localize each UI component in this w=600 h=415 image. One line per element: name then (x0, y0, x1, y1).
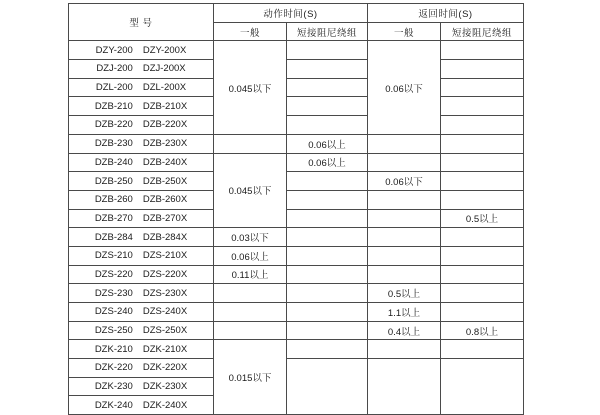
model-name-x: DZK-210X (142, 343, 188, 355)
empty-cell (287, 228, 368, 247)
empty-cell (441, 359, 524, 415)
empty-cell (214, 321, 287, 340)
header-return-time: 返回时间(S) (368, 4, 524, 23)
model-cell (69, 190, 214, 209)
model-name: DZB-240 (94, 156, 133, 168)
model-name: DZK-210 (94, 343, 133, 355)
header-action-general: 一般 (214, 22, 287, 41)
value-cell-action-general: 0.03以下 (214, 228, 287, 247)
model-name: DZS-230 (94, 287, 133, 299)
empty-cell (368, 228, 441, 247)
value-cell-return-general: 1.1以上 (368, 303, 441, 322)
empty-cell (287, 60, 368, 79)
empty-cell (214, 284, 287, 303)
empty-cell (368, 209, 441, 228)
empty-cell (441, 116, 524, 135)
model-name-x: DZB-210X (142, 100, 188, 112)
empty-cell (287, 190, 368, 209)
model-name-x: DZS-230X (142, 287, 188, 299)
relay-spec-table (68, 3, 524, 415)
model-cell (69, 265, 214, 284)
model-cell (69, 340, 214, 359)
table-row (69, 116, 524, 135)
table-row (69, 303, 524, 322)
empty-cell (441, 284, 524, 303)
model-name-x: DZB-220X (142, 119, 188, 131)
model-cell (69, 359, 214, 378)
empty-cell (287, 265, 368, 284)
table-row (69, 284, 524, 303)
table-row (69, 209, 524, 228)
table-row (69, 321, 524, 340)
table-row (69, 172, 524, 191)
model-cell (69, 228, 214, 247)
table-row (69, 246, 524, 265)
value-cell-action-damped: 0.06以上 (287, 153, 368, 172)
value-cell-action-damped: 0.06以上 (287, 134, 368, 153)
empty-cell (441, 78, 524, 97)
model-name: DZB-220 (94, 119, 133, 131)
empty-cell (287, 303, 368, 322)
value-cell-return-damped: 0.8以上 (441, 321, 524, 340)
model-name: DZS-240 (94, 306, 133, 318)
model-cell (69, 153, 214, 172)
empty-cell (441, 41, 524, 60)
model-name-x: DZS-220X (142, 268, 188, 280)
empty-cell (287, 116, 368, 135)
model-name-x: DZB-284X (142, 231, 188, 243)
empty-cell (441, 172, 524, 191)
empty-cell (368, 190, 441, 209)
empty-cell (287, 209, 368, 228)
empty-cell (368, 265, 441, 284)
model-name: DZL-200 (95, 82, 133, 94)
table-row (69, 153, 524, 172)
empty-cell (441, 97, 524, 116)
model-cell (69, 78, 214, 97)
empty-cell (441, 60, 524, 79)
model-cell (69, 303, 214, 322)
value-cell-return-general: 0.06以下 (368, 41, 441, 134)
empty-cell (287, 41, 368, 60)
empty-cell (441, 303, 524, 322)
model-name: DZK-220 (94, 362, 133, 374)
table-row (69, 265, 524, 284)
table-row (69, 340, 524, 359)
value-cell-return-general: 0.5以上 (368, 284, 441, 303)
model-cell (69, 134, 214, 153)
model-cell (69, 116, 214, 135)
header-action-time: 动作时间(S) (214, 4, 368, 23)
empty-cell (441, 265, 524, 284)
model-name-x: DZB-230X (142, 138, 188, 150)
empty-cell (287, 246, 368, 265)
model-name: DZY-200 (95, 44, 133, 56)
table-row (69, 228, 524, 247)
model-cell (69, 396, 214, 415)
empty-cell (441, 190, 524, 209)
empty-cell (287, 172, 368, 191)
header-return-general: 一般 (368, 22, 441, 41)
value-cell-action-general: 0.045以下 (214, 153, 287, 228)
empty-cell (368, 340, 441, 359)
model-cell (69, 377, 214, 396)
model-name: DZS-250 (94, 325, 133, 337)
empty-cell (368, 153, 441, 172)
model-name: DZK-230 (94, 381, 133, 393)
value-cell-return-general: 0.06以下 (368, 172, 441, 191)
model-name: DZS-220 (94, 268, 133, 280)
table-row (69, 78, 524, 97)
model-name: DZB-260 (94, 194, 133, 206)
model-name-x: DZY-200X (142, 44, 187, 56)
model-cell (69, 321, 214, 340)
empty-cell (368, 246, 441, 265)
model-name-x: DZB-260X (142, 194, 188, 206)
empty-cell (287, 97, 368, 116)
model-name-x: DZB-250X (142, 175, 188, 187)
empty-cell (214, 303, 287, 322)
empty-cell (368, 134, 441, 153)
empty-cell (287, 321, 368, 340)
table-row (69, 97, 524, 116)
model-cell (69, 246, 214, 265)
model-name: DZK-240 (94, 399, 133, 411)
model-cell (69, 172, 214, 191)
empty-cell (441, 134, 524, 153)
model-name-x: DZK-220X (142, 362, 188, 374)
model-name: DZJ-200 (96, 63, 133, 75)
empty-cell (441, 228, 524, 247)
model-name-x: DZB-270X (142, 212, 188, 224)
header-return-damped: 短接阻尼绕组 (441, 22, 524, 41)
model-cell (69, 284, 214, 303)
empty-cell (441, 340, 524, 359)
empty-cell (214, 134, 287, 153)
empty-cell (441, 153, 524, 172)
model-name-x: DZS-250X (142, 325, 188, 337)
value-cell-action-general: 0.015以下 (214, 340, 287, 415)
header-row-1 (69, 4, 524, 23)
value-cell-return-damped: 0.5以上 (441, 209, 524, 228)
model-name: DZB-230 (94, 138, 133, 150)
value-cell-action-general: 0.045以下 (214, 41, 287, 134)
model-name: DZB-270 (94, 212, 133, 224)
empty-cell (368, 359, 441, 415)
empty-cell (441, 246, 524, 265)
value-cell-action-general: 0.06以上 (214, 246, 287, 265)
model-name: DZB-250 (94, 175, 133, 187)
table-row (69, 134, 524, 153)
model-name: DZB-284 (94, 231, 133, 243)
model-name-x: DZK-230X (142, 381, 188, 393)
empty-cell (287, 284, 368, 303)
model-cell (69, 60, 214, 79)
model-name-x: DZS-210X (142, 250, 188, 262)
model-name-x: DZB-240X (142, 156, 188, 168)
model-cell (69, 209, 214, 228)
value-cell-action-general: 0.11以上 (214, 265, 287, 284)
table-row (69, 60, 524, 79)
empty-cell (287, 340, 368, 359)
model-name-x: DZS-240X (142, 306, 188, 318)
table-row (69, 190, 524, 209)
header-model: 型 号 (69, 4, 214, 41)
model-name-x: DZL-200X (142, 82, 187, 94)
model-name: DZS-210 (94, 250, 133, 262)
header-action-damped: 短接阻尼绕组 (287, 22, 368, 41)
table-row (69, 41, 524, 60)
model-name-x: DZJ-200X (142, 63, 186, 75)
model-name: DZB-210 (94, 100, 133, 112)
relay-spec-table-container (68, 3, 524, 415)
model-name-x: DZK-240X (142, 399, 188, 411)
table-row (69, 359, 524, 378)
value-cell-return-general: 0.4以上 (368, 321, 441, 340)
empty-cell (287, 78, 368, 97)
model-cell (69, 97, 214, 116)
empty-cell (287, 359, 368, 415)
model-cell (69, 41, 214, 60)
